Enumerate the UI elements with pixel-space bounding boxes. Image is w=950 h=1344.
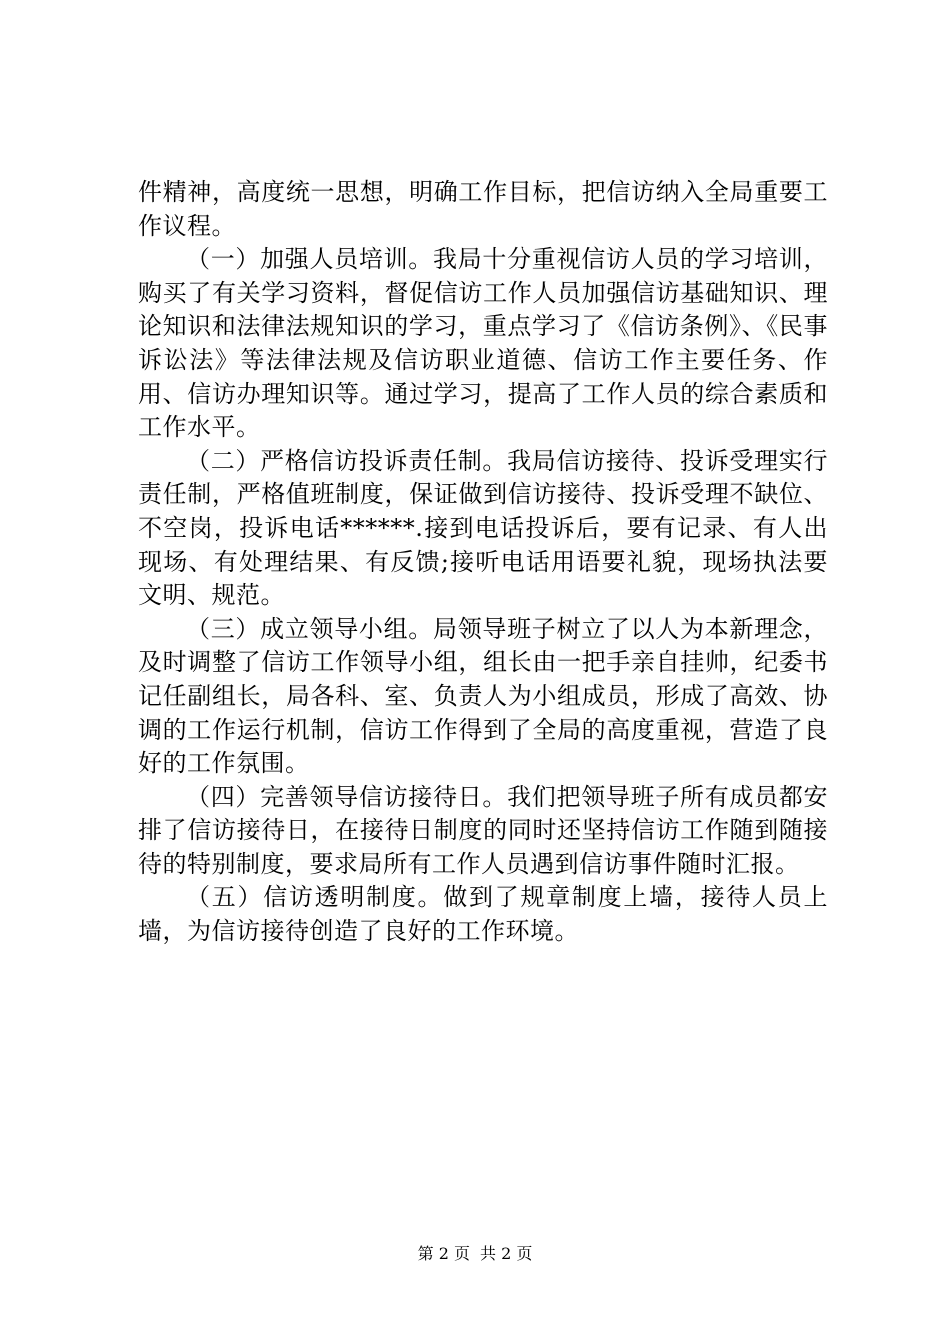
page-total: 共 2 页 [480, 1244, 533, 1263]
page-number: 第 2 页 [417, 1244, 470, 1263]
paragraph-reception-day: （四）完善领导信访接待日。我们把领导班子所有成员都安排了信访接待日，在接待日制度的同时还坚持信访工作随到随接待的特别制度，要求局所有工作人员遇到信访事件随时汇报。 [138, 782, 828, 878]
paragraph-continuation: 件精神，高度统一思想，明确工作目标，把信访纳入全局重要工作议程。 [138, 178, 828, 240]
page-footer [0, 1244, 950, 1264]
document-body [138, 176, 828, 949]
paragraph-staff-training: （一）加强人员培训。我局十分重视信访人员的学习培训，购买了有关学习资料，督促信访工作人员加强信访基础知识、理论知识和法律法规知识的学习，重点学习了《信访条例》、《民事诉讼法》等法律法规及信访职业道德、信访工作主要任务、作用、信访办理知识等。通过学习，提高了工作人员的综合素质和工作水平。 [138, 245, 828, 442]
paragraph-complaint-responsibility: （二）严格信访投诉责任制。我局信访接待、投诉受理实行责任制，严格值班制度，保证做到信访接待、投诉受理不缺位、不空岗，投诉电话******.接到电话投诉后，要有记录、有人出现场、有处理结果、有反馈;接听电话用语要礼貌，现场执法要文明、规范。 [138, 446, 828, 610]
paragraph-transparency: （五）信访透明制度。做到了规章制度上墙，接待人员上墙，为信访接待创造了良好的工作环境。 [138, 883, 828, 946]
paragraph-leading-group: （三）成立领导小组。局领导班子树立了以人为本新理念，及时调整了信访工作领导小组，组长由一把手亲自挂帅，纪委书记任副组长，局各科、室、负责人为小组成员，形成了高效、协调的工作运行机制，信访工作得到了全局的高度重视，营造了良好的工作氛围。 [138, 614, 828, 778]
